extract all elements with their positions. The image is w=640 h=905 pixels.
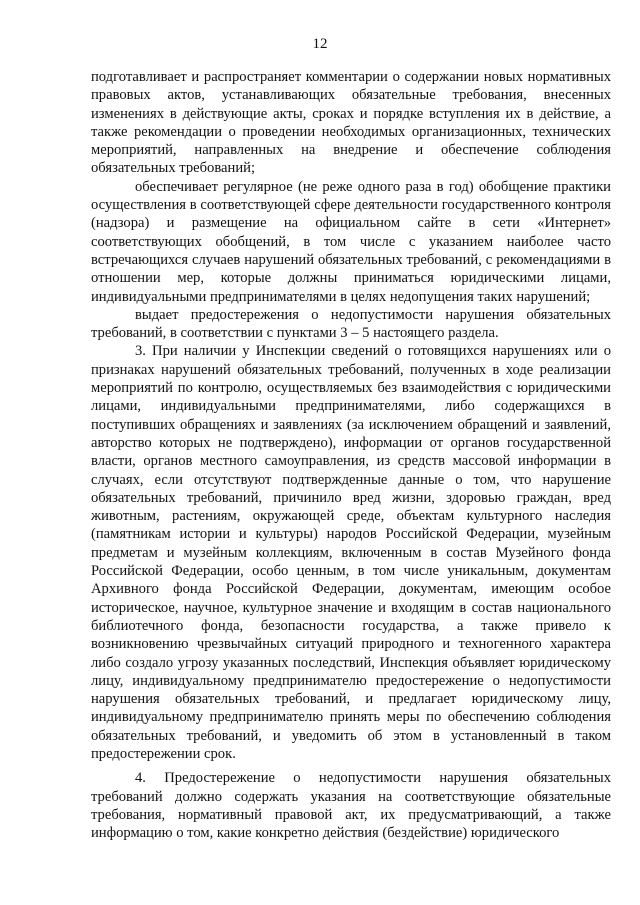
paragraph-clause-3: 3. При наличии у Инспекции сведений о готовящихся нарушениях или о признаках нарушений обязательных требований, полученных в ходе реализации мероприятий по контролю, осуществляемых без взаимодействия с юридическими лицами, индивидуальными предпринимателями, либо содержащихся в поступивших обращениях и заявлениях (за исключением обращений и заявлений, авторство которых не подтверждено), информации от органов государственной власти, органов местного самоуправления, из средств массовой информации в случаях, если отсутствуют подтвержденные данные о том, что нарушение обязательных требований, причинило вред жизни, здоровью граждан, вред животным, растениям, окружающей среде, объектам культурного наследия (памятникам истории и культуры) народов Российской Федерации, музейным предметам и музейным коллекциям, включенным в состав Музейного фонда Российской Федерации, особо ценным, в том числе уникальным, документам Архивного фонда Российской Федерации, документам, имеющим особое историческое, научное, культурное значение и входящим в состав национального библиотечного фонда, безопасности государства, а также привело к возникновению чрезвычайных ситуаций природного и техногенного характера либо создало угрозу указанных последствий, Инспекция объявляет юридическому лицу, индивидуальному предпринимателю предостережение о недопустимости нарушения обязательных требований, и предлагает юридическому лицу, индивидуальному предпринимателю принять меры по обеспечению соблюдения обязательных требований, и уведомить об этом в установленный в таком предостережении срок. <box>91 343 611 762</box>
page-number: 12 <box>312 36 328 52</box>
paragraph-practice-generalization: обеспечивает регулярное (не реже одного раза в год) обобщение практики осуществления в соответствующей сфере деятельности государственного контроля (надзора) и размещение на официальном сайте в сети «Интернет» соответствующих обобщений, в том числе с указанием наиболее часто встречающихся случаев нарушений обязательных требований, с рекомендациями в отношении мер, которые должны приниматься юридическими лицами, индивидуальными предпринимателями в целях недопущения таких нарушений; <box>91 178 611 305</box>
paragraph-commentary-continuation: подготавливает и распространяет комментарии о содержании новых нормативных правовых актов, устанавливающих обязательные требования, внесенных изменениях в действующие акты, сроках и порядке вступления их в действие, а также рекомендации о проведении необходимых организационных, технических мероприятий, направленных на внедрение и обеспечение соблюдения обязательных требований; <box>91 69 611 177</box>
document-body <box>91 68 611 842</box>
paragraph-clause-4: 4. Предостережение о недопустимости нарушения обязательных требований должно содержать указания на соответствующие обязательные требования, нормативный правовой акт, их предусматривающий, а также информацию о том, какие конкретно действия (бездействие) юридического <box>91 770 611 842</box>
paragraph-warnings-issuance: выдает предостережения о недопустимости нарушения обязательных требований, в соответствии с пунктами 3 – 5 настоящего раздела. <box>91 306 611 342</box>
